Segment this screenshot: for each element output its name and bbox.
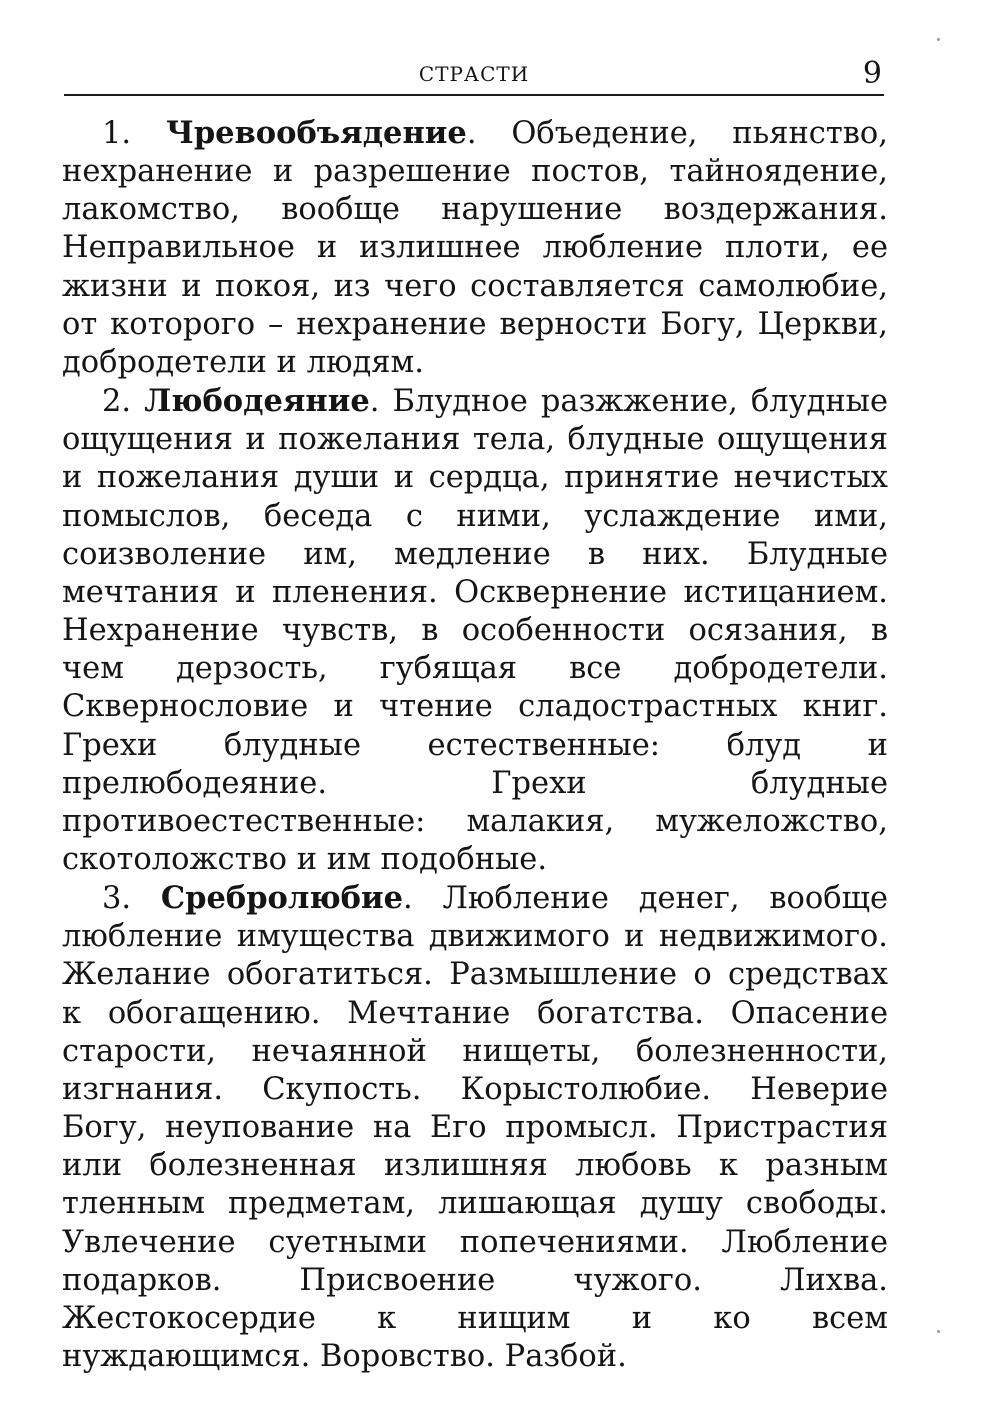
paragraph-fornication <box>62 382 888 879</box>
paragraph-text: . Любление денег, вообще любление имущества движимого и недвижимого. Желание обогатиться. Размышление о средствах к обогащению. Мечтание богатства. Опасение старости, нечаянной нищеты, болезненности, изгнания. Скупость. Корыстолюбие. Неверие Богу, неупование на Его промысл. Пристрастия или болезненная излишняя любовь к разным тленным предметам, лишающая душу свободы. Увлечение суетными попечениями. Любление подарков. Присвоение чужого. Лихва. Жестокосердие к нищим и ко всем нуждающимся. Воровство. Разбой. <box>62 881 888 1374</box>
paragraph-avarice <box>62 879 888 1376</box>
paragraph-gluttony <box>62 114 888 382</box>
paragraph-number: 2. <box>102 384 132 420</box>
paragraph-text: . Объедение, пьянство, нехранение и разрешение постов, тайноядение, лакомство, вообще нарушение воздержания. Неправильное и излишнее любление плоти, ее жизни и покоя, из чего составляется самолюбие, от которого – нехранение верности Богу, Церкви, добродетели и людям. <box>62 116 888 380</box>
passion-term: Любодеяние <box>144 383 370 420</box>
passion-term: Сребролюбие <box>160 880 404 917</box>
paragraph-text: . Блудное разжжение, блудные ощущения и пожелания тела, блудные ощущения и пожелания души и сердца, принятие нечистых помыслов, беседа с ними, услаждение ими, соизволение им, медление в них. Блудные мечтания и пленения. Осквернение истицанием. Нехранение чувств, в особенности осязания, в чем дерзость, губящая все добродетели. Сквернословие и чтение сладострастных книг. Грехи блудные естественные: блуд и прелюбодеяние. Грехи блудные противоестественные: малакия, мужеложство, скотоложство и им подобные. <box>62 384 888 877</box>
passion-term: Чревообъядение <box>165 115 467 151</box>
paragraph-number: 1. <box>102 116 132 151</box>
running-title: СТРАСТИ <box>418 62 530 86</box>
page-number: 9 <box>862 56 882 91</box>
body-text <box>62 114 888 1376</box>
running-header <box>64 58 884 96</box>
paragraph-number: 3. <box>102 881 132 917</box>
scan-speck <box>937 1330 940 1333</box>
scan-speck <box>937 38 940 41</box>
